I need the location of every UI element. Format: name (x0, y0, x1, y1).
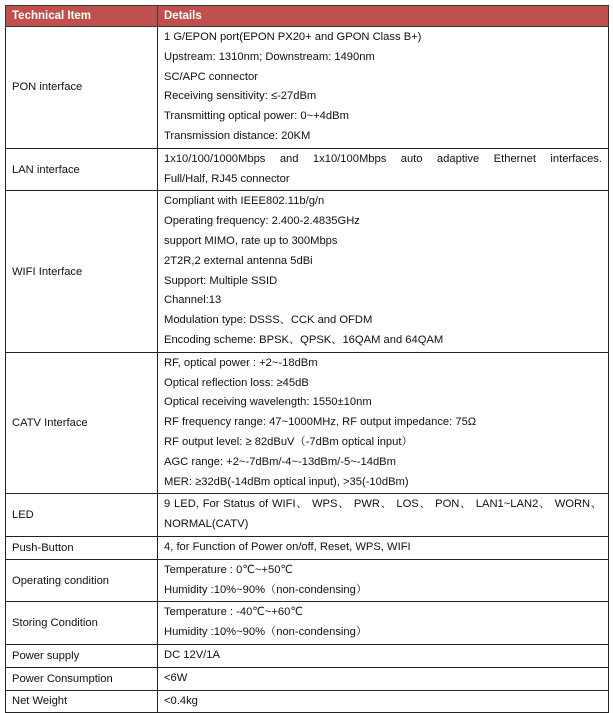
item-details (158, 690, 609, 713)
detail-line: <6W (164, 671, 188, 684)
detail-line: AGC range: +2~-7dBm/-4~-13dBm/-5~-14dBm (164, 455, 396, 468)
detail-line: <0.4kg (164, 694, 198, 707)
technical-spec-table (5, 5, 609, 713)
detail-line: Upstream: 1310nm; Downstream: 1490nm (164, 50, 375, 63)
table-row-wifi-interface (6, 191, 609, 352)
detail-line: MER: ≥32dB(-14dBm optical input), >35(-10dBm) (164, 475, 409, 488)
detail-line: Encoding scheme: BPSK、QPSK、16QAM and 64QAM (164, 333, 444, 346)
item-label: PON interface (6, 27, 158, 149)
table-row-operating-condition (6, 559, 609, 602)
detail-line: 9 LED, For Status of WIFI、 WPS、 PWR、 LOS、 PON、 LAN1~LAN2、 WORN、 (164, 498, 602, 511)
detail-line: NORMAL(CATV) (164, 518, 249, 531)
item-details (158, 644, 609, 667)
item-label: Net Weight (6, 690, 158, 713)
detail-line: 1x10/100/1000Mbps and 1x10/100Mbps auto adaptive Ethernet interfaces. (164, 152, 602, 165)
detail-line: Humidity :10%~90%（non-condensing） (164, 583, 368, 596)
detail-line: Compliant with IEEE802.11b/g/n (164, 195, 325, 208)
column-header-technical-item: Technical Item (6, 6, 158, 27)
item-details (158, 352, 609, 494)
detail-line: Temperature : -40℃~+60℃ (164, 606, 303, 619)
detail-line: RF frequency range: 47~1000MHz, RF output impedance: 75Ω (164, 416, 477, 429)
detail-line: RF, optical power : +2~-18dBm (164, 356, 318, 369)
item-details (158, 494, 609, 537)
detail-line: SC/APC connector (164, 70, 258, 83)
item-label: LED (6, 494, 158, 537)
item-label: Operating condition (6, 559, 158, 602)
detail-line: Modulation type: DSSS、CCK and OFDM (164, 314, 373, 327)
detail-line: Operating frequency: 2.400-2.4835GHz (164, 215, 360, 228)
table-header-row (6, 6, 609, 27)
item-details (158, 667, 609, 690)
table-row-power-supply (6, 644, 609, 667)
table-row-catv-interface (6, 352, 609, 494)
detail-line: Transmission distance: 20KM (164, 129, 311, 142)
item-details (158, 191, 609, 352)
item-label: Power Consumption (6, 667, 158, 690)
table-row-power-consumption (6, 667, 609, 690)
table-row-led (6, 494, 609, 537)
item-label: Power supply (6, 644, 158, 667)
detail-line: Receiving sensitivity: ≤-27dBm (164, 90, 317, 103)
item-details (158, 148, 609, 191)
detail-line: Channel:13 (164, 294, 222, 307)
detail-line: Support: Multiple SSID (164, 274, 278, 287)
item-details (158, 27, 609, 149)
item-details (158, 559, 609, 602)
table-row-storing-condition (6, 602, 609, 645)
detail-line: support MIMO, rate up to 300Mbps (164, 234, 338, 247)
detail-line: RF output level: ≥ 82dBuV（-7dBm optical input） (164, 435, 413, 448)
detail-line: 1 G/EPON port(EPON PX20+ and GPON Class B+) (164, 31, 422, 43)
column-header-details: Details (158, 6, 609, 27)
detail-line: Transmitting optical power: 0~+4dBm (164, 110, 349, 123)
table-row-push-button (6, 536, 609, 559)
detail-line: Optical reflection loss: ≥45dB (164, 376, 309, 389)
detail-line: DC 12V/1A (164, 648, 220, 661)
item-label: LAN interface (6, 148, 158, 191)
item-details (158, 602, 609, 645)
detail-line: Full/Half, RJ45 connector (164, 172, 290, 185)
item-details (158, 536, 609, 559)
item-label: CATV Interface (6, 352, 158, 494)
table-row-net-weight (6, 690, 609, 713)
detail-line: Optical receiving wavelength: 1550±10nm (164, 396, 372, 409)
detail-line: 2T2R,2 external antenna 5dBi (164, 254, 313, 267)
detail-line: Temperature : 0℃~+50℃ (164, 563, 293, 576)
item-label: WIFI Interface (6, 191, 158, 352)
item-label: Storing Condition (6, 602, 158, 645)
table-row-pon-interface (6, 27, 609, 149)
table-row-lan-interface (6, 148, 609, 191)
detail-line: Humidity :10%~90%（non-condensing） (164, 626, 368, 639)
detail-line: 4, for Function of Power on/off, Reset, WPS, WIFI (164, 540, 411, 553)
item-label: Push-Button (6, 536, 158, 559)
